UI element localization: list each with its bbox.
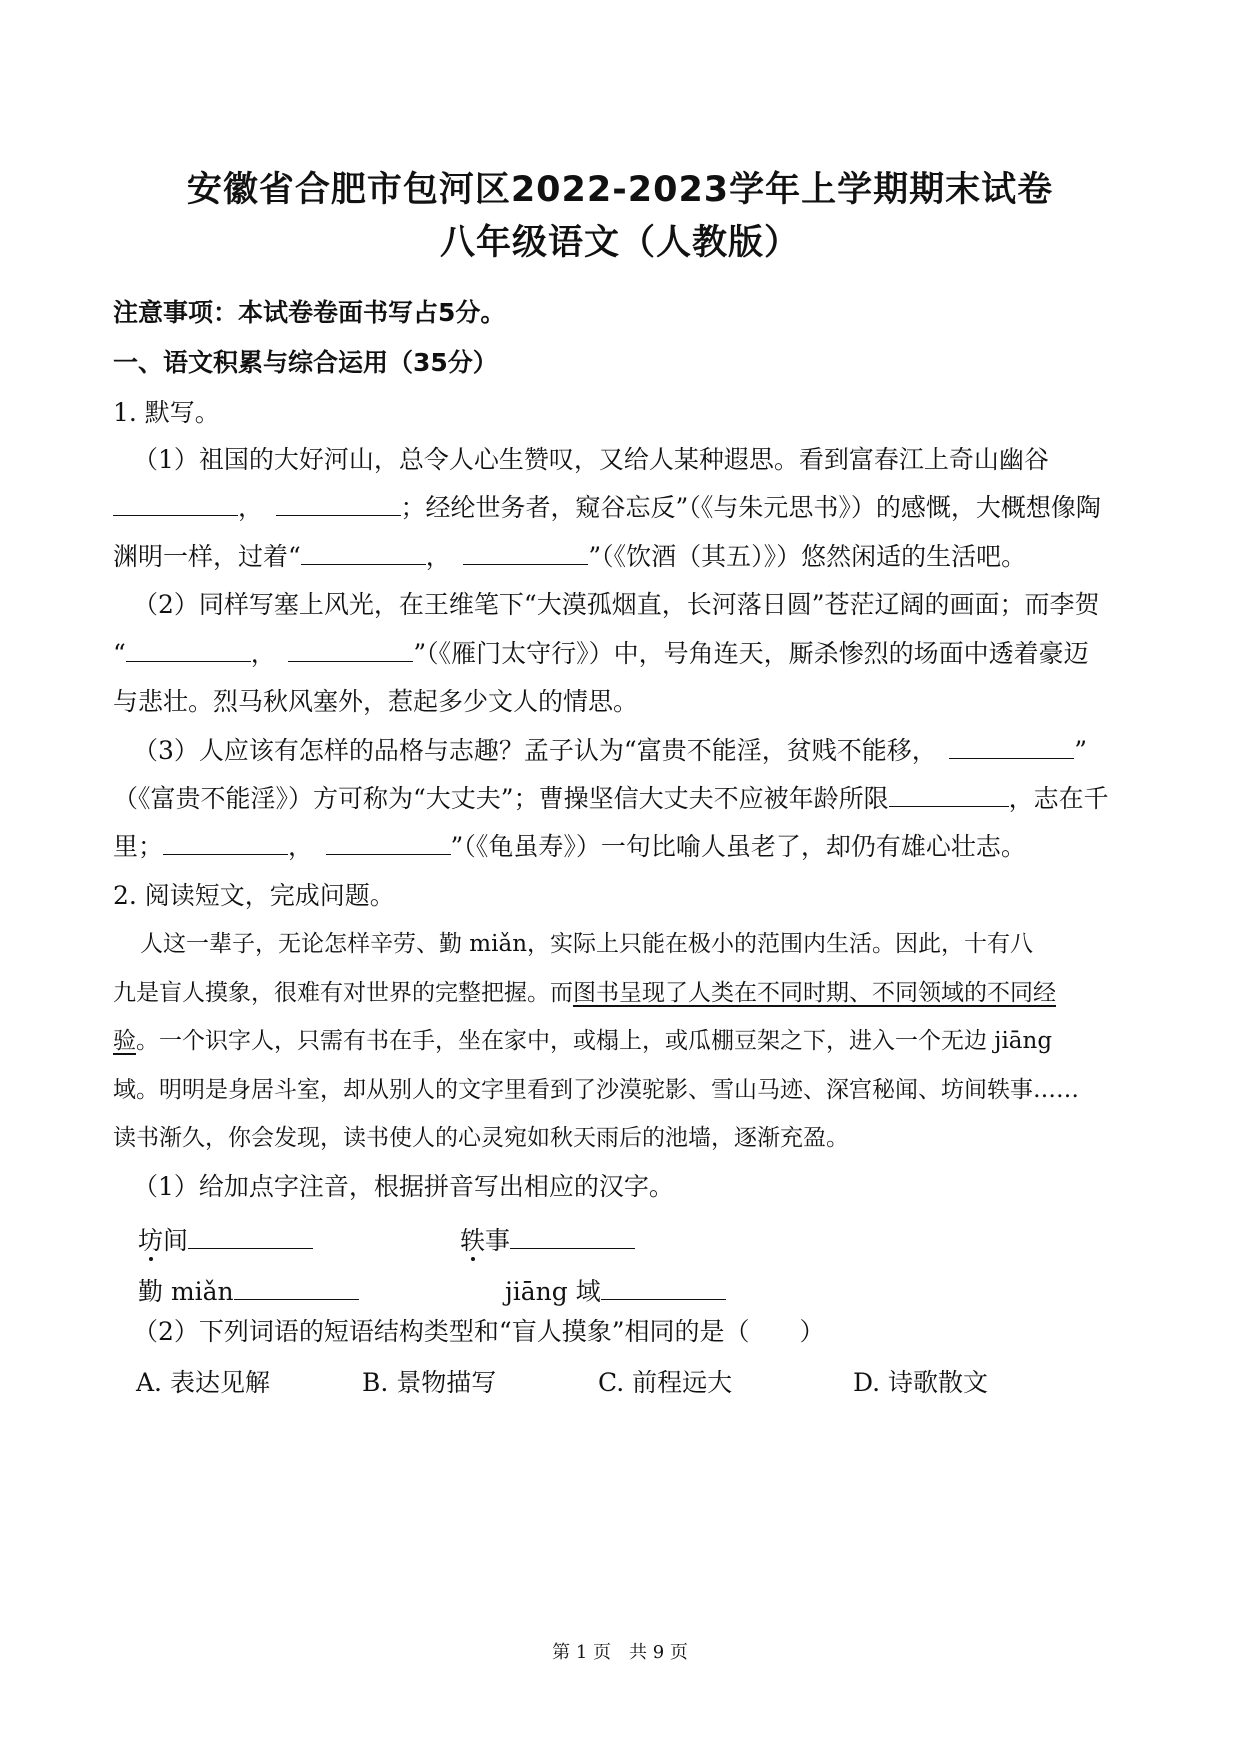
word-qinmian: 勤 miǎn [138, 1275, 1158, 1309]
word-yishi: 轶事 [460, 1224, 760, 1258]
answer-blank[interactable] [113, 493, 238, 516]
q1-part3-line3: 里； ， ”（《龟虽寿》）一句比喻人虽老了，却仍有雄心壮志。 [113, 832, 1026, 861]
answer-blank[interactable] [188, 1226, 313, 1249]
answer-blank[interactable] [463, 542, 588, 565]
dotted-char: 轶 [460, 1226, 486, 1255]
q1-part2-line3: 与悲壮。烈马秋风塞外，惹起多少文人的情思。 [113, 687, 639, 716]
answer-blank[interactable] [126, 639, 251, 662]
answer-blank[interactable] [889, 784, 1009, 807]
q1-part1-line1: （1）祖国的大好河山，总令人心生赞叹，又给人某种遐思。看到富春江上奇山幽谷 [133, 445, 1049, 474]
page-footer: 第 1 页 共 9 页 [552, 1642, 688, 1663]
passage-line-2: 九是盲人摸象，很难有对世界的完整把握。而图书呈现了人类在不同时期、不同领域的不同经 [113, 980, 1056, 1006]
answer-blank[interactable] [326, 832, 451, 855]
option-b[interactable]: B. 景物描写 [362, 1368, 497, 1397]
q1-part2-line1: （2）同样写塞上风光，在王维笔下“大漠孤烟直，长河落日圆”苍茫辽阔的画面；而李贺 [133, 590, 1100, 619]
q1-part1-line3: 渊明一样，过着“ ， ”（《饮酒（其五）》）悠然闲适的生活吧。 [113, 542, 1027, 571]
q1-part2-line2: “ ， ”（《雁门太守行》）中，号角连天，厮杀惨烈的场面中透着豪迈 [113, 639, 1089, 668]
option-c[interactable]: C. 前程远大 [598, 1368, 733, 1397]
word-fangjian: 坊间 [138, 1224, 1158, 1258]
question-2-label: 2. 阅读短文，完成问题。 [113, 881, 395, 910]
q1-part1-line2: ， ；经纶世务者，窥谷忘反”（《与朱元思书》）的感慨，大概想像陶 [113, 491, 1133, 525]
underlined-sentence: 图书呈现了人类在不同时期、不同领域的不同经 [573, 980, 1056, 1006]
q2-sub2: （2）下列词语的短语结构类型和“盲人摸象”相同的是（ ） [133, 1317, 825, 1346]
passage-line-4: 域。明明是身居斗室，却从别人的文字里看到了沙漠驼影、雪山马迹、深宫秘闻、坊间轶事…… [113, 1077, 1079, 1103]
answer-blank[interactable] [288, 639, 413, 662]
answer-blank[interactable] [601, 1277, 726, 1300]
answer-blank[interactable] [234, 1277, 359, 1300]
q2-sub1: （1）给加点字注音，根据拼音写出相应的汉字。 [133, 1172, 674, 1201]
answer-blank[interactable] [276, 493, 401, 516]
dotted-char: 坊 [138, 1226, 164, 1255]
passage-line-5: 读书渐久，你会发现，读书使人的心灵宛如秋天雨后的池墙，逐渐充盈。 [113, 1125, 849, 1151]
q1-part3-line1: （3）人应该有怎样的品格与志趣？孟子认为“富贵不能淫，贫贱不能移， ” [133, 736, 1087, 765]
word-jiangyu: jiāng 域 [505, 1275, 805, 1309]
exam-subtitle: 八年级语文（人教版） [439, 223, 800, 263]
q1-part3-line2: （《富贵不能淫》）方可称为“大丈夫”；曹操坚信大丈夫不应被年龄所限 ，志在千 [113, 784, 1109, 813]
answer-blank[interactable] [949, 736, 1074, 759]
exam-title: 安徽省合肥市包河区2022-2023学年上学期期末试卷 [186, 170, 1054, 210]
answer-blank[interactable] [510, 1226, 635, 1249]
option-a[interactable]: A. 表达见解 [136, 1368, 270, 1397]
section-heading: 一、语文积累与综合运用（35分） [113, 348, 498, 377]
option-d[interactable]: D. 诗歌散文 [853, 1368, 989, 1397]
underlined-sentence-end: 验 [113, 1028, 136, 1054]
answer-blank[interactable] [301, 542, 426, 565]
notice: 注意事项：本试卷卷面书写占5分。 [113, 298, 506, 327]
passage-line-1: 人这一辈子，无论怎样辛劳、勤 miǎn，实际上只能在极小的范围内生活。因此，十有八 [140, 931, 1034, 957]
passage-line-3: 验。一个识字人，只需有书在手，坐在家中，或榻上，或瓜棚豆架之下，进入一个无边 jiāng [113, 1028, 1053, 1054]
question-1-label: 1. 默写。 [113, 398, 220, 427]
answer-blank[interactable] [163, 832, 288, 855]
